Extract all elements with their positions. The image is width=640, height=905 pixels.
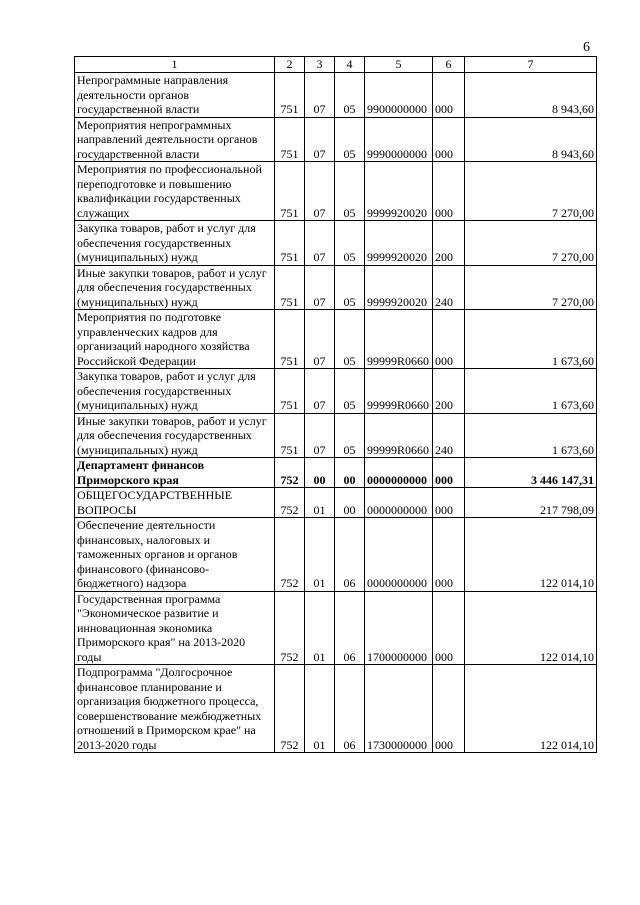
code-expense-type: 200 [433, 221, 465, 266]
code-ministry: 752 [275, 518, 305, 592]
code-expense-type: 240 [433, 265, 465, 310]
code-expense-type: 000 [433, 310, 465, 369]
code-ministry: 752 [275, 591, 305, 665]
code-section: 01 [305, 518, 335, 592]
table-row [75, 591, 597, 665]
code-subsection: 05 [335, 221, 365, 266]
code-section: 07 [305, 413, 335, 458]
code-subsection: 05 [335, 369, 365, 414]
code-target-article: 1700000000 [365, 591, 433, 665]
code-subsection: 00 [335, 458, 365, 488]
item-name: Государственная программа "Экономическое развитие и инновационная экономика Приморского края" на 2013-2020 годы [75, 591, 275, 665]
item-name: ОБЩЕГОСУДАРСТВЕННЫЕ ВОПРОСЫ [75, 488, 275, 518]
code-target-article: 99999R0660 [365, 413, 433, 458]
code-expense-type: 200 [433, 369, 465, 414]
code-expense-type: 000 [433, 162, 465, 221]
code-subsection: 05 [335, 413, 365, 458]
code-subsection: 06 [335, 518, 365, 592]
code-subsection: 05 [335, 265, 365, 310]
code-target-article: 0000000000 [365, 458, 433, 488]
item-name: Мероприятия по профессиональной переподготовке и повышению квалификации государственных служащих [75, 162, 275, 221]
table-row [75, 413, 597, 458]
code-section: 01 [305, 591, 335, 665]
code-subsection: 05 [335, 117, 365, 162]
code-target-article: 9900000000 [365, 73, 433, 118]
item-name: Подпрограмма "Долгосрочное финансовое планирование и организация бюджетного процесса, совершенствование межбюджетных отношений в Приморском крае" на 2013-2020 годы [75, 665, 275, 753]
amount: 122 014,10 [465, 591, 597, 665]
code-target-article: 9999920020 [365, 265, 433, 310]
code-ministry: 752 [275, 488, 305, 518]
table-row [75, 73, 597, 118]
amount: 122 014,10 [465, 665, 597, 753]
amount: 122 014,10 [465, 518, 597, 592]
budget-table [74, 56, 597, 753]
table-row [75, 458, 597, 488]
amount: 1 673,60 [465, 413, 597, 458]
item-name: Мероприятия по подготовке управленческих кадров для организаций народного хозяйства Российской Федерации [75, 310, 275, 369]
code-expense-type: 000 [433, 488, 465, 518]
page-number: 6 [583, 40, 590, 55]
amount: 3 446 147,31 [465, 458, 597, 488]
code-target-article: 1730000000 [365, 665, 433, 753]
column-header: 6 [433, 57, 465, 73]
column-header: 7 [465, 57, 597, 73]
code-target-article: 9990000000 [365, 117, 433, 162]
column-header: 3 [305, 57, 335, 73]
code-target-article: 99999R0660 [365, 310, 433, 369]
code-ministry: 751 [275, 221, 305, 266]
code-ministry: 751 [275, 117, 305, 162]
item-name: Мероприятия непрограммных направлений деятельности органов государственной власти [75, 117, 275, 162]
code-section: 01 [305, 488, 335, 518]
table-row [75, 488, 597, 518]
code-expense-type: 000 [433, 518, 465, 592]
code-section: 01 [305, 665, 335, 753]
code-ministry: 751 [275, 265, 305, 310]
amount: 7 270,00 [465, 162, 597, 221]
code-subsection: 05 [335, 73, 365, 118]
table-row [75, 369, 597, 414]
code-subsection: 06 [335, 665, 365, 753]
column-header: 4 [335, 57, 365, 73]
column-header: 5 [365, 57, 433, 73]
item-name: Департамент финансов Приморского края [75, 458, 275, 488]
code-section: 07 [305, 310, 335, 369]
code-section: 07 [305, 265, 335, 310]
amount: 217 798,09 [465, 488, 597, 518]
table-row [75, 310, 597, 369]
table-row [75, 265, 597, 310]
code-expense-type: 000 [433, 73, 465, 118]
code-section: 07 [305, 369, 335, 414]
code-section: 07 [305, 221, 335, 266]
code-expense-type: 000 [433, 117, 465, 162]
code-section: 00 [305, 458, 335, 488]
table-row [75, 221, 597, 266]
code-section: 07 [305, 162, 335, 221]
code-target-article: 0000000000 [365, 518, 433, 592]
code-target-article: 9999920020 [365, 162, 433, 221]
item-name: Закупка товаров, работ и услуг для обеспечения государственных (муниципальных) нужд [75, 369, 275, 414]
header-row [75, 57, 597, 73]
code-expense-type: 000 [433, 665, 465, 753]
code-section: 07 [305, 73, 335, 118]
item-name: Иные закупки товаров, работ и услуг для обеспечения государственных (муниципальных) нужд [75, 265, 275, 310]
code-ministry: 751 [275, 162, 305, 221]
code-target-article: 99999R0660 [365, 369, 433, 414]
table-row [75, 117, 597, 162]
code-subsection: 06 [335, 591, 365, 665]
column-header: 1 [75, 57, 275, 73]
code-expense-type: 240 [433, 413, 465, 458]
code-ministry: 752 [275, 665, 305, 753]
code-subsection: 00 [335, 488, 365, 518]
amount: 7 270,00 [465, 265, 597, 310]
code-ministry: 751 [275, 310, 305, 369]
table-row [75, 518, 597, 592]
table-row [75, 665, 597, 753]
amount: 7 270,00 [465, 221, 597, 266]
code-expense-type: 000 [433, 591, 465, 665]
code-section: 07 [305, 117, 335, 162]
code-subsection: 05 [335, 310, 365, 369]
code-subsection: 05 [335, 162, 365, 221]
amount: 8 943,60 [465, 73, 597, 118]
table-row [75, 162, 597, 221]
item-name: Обеспечение деятельности финансовых, налоговых и таможенных органов и органов финансового (финансово-бюджетного) надзора [75, 518, 275, 592]
code-expense-type: 000 [433, 458, 465, 488]
code-ministry: 751 [275, 413, 305, 458]
item-name: Непрограммные направления деятельности органов государственной власти [75, 73, 275, 118]
amount: 1 673,60 [465, 310, 597, 369]
code-ministry: 751 [275, 369, 305, 414]
item-name: Иные закупки товаров, работ и услуг для обеспечения государственных (муниципальных) нужд [75, 413, 275, 458]
code-target-article: 9999920020 [365, 221, 433, 266]
code-ministry: 752 [275, 458, 305, 488]
code-target-article: 0000000000 [365, 488, 433, 518]
column-header: 2 [275, 57, 305, 73]
item-name: Закупка товаров, работ и услуг для обеспечения государственных (муниципальных) нужд [75, 221, 275, 266]
code-ministry: 751 [275, 73, 305, 118]
amount: 1 673,60 [465, 369, 597, 414]
amount: 8 943,60 [465, 117, 597, 162]
